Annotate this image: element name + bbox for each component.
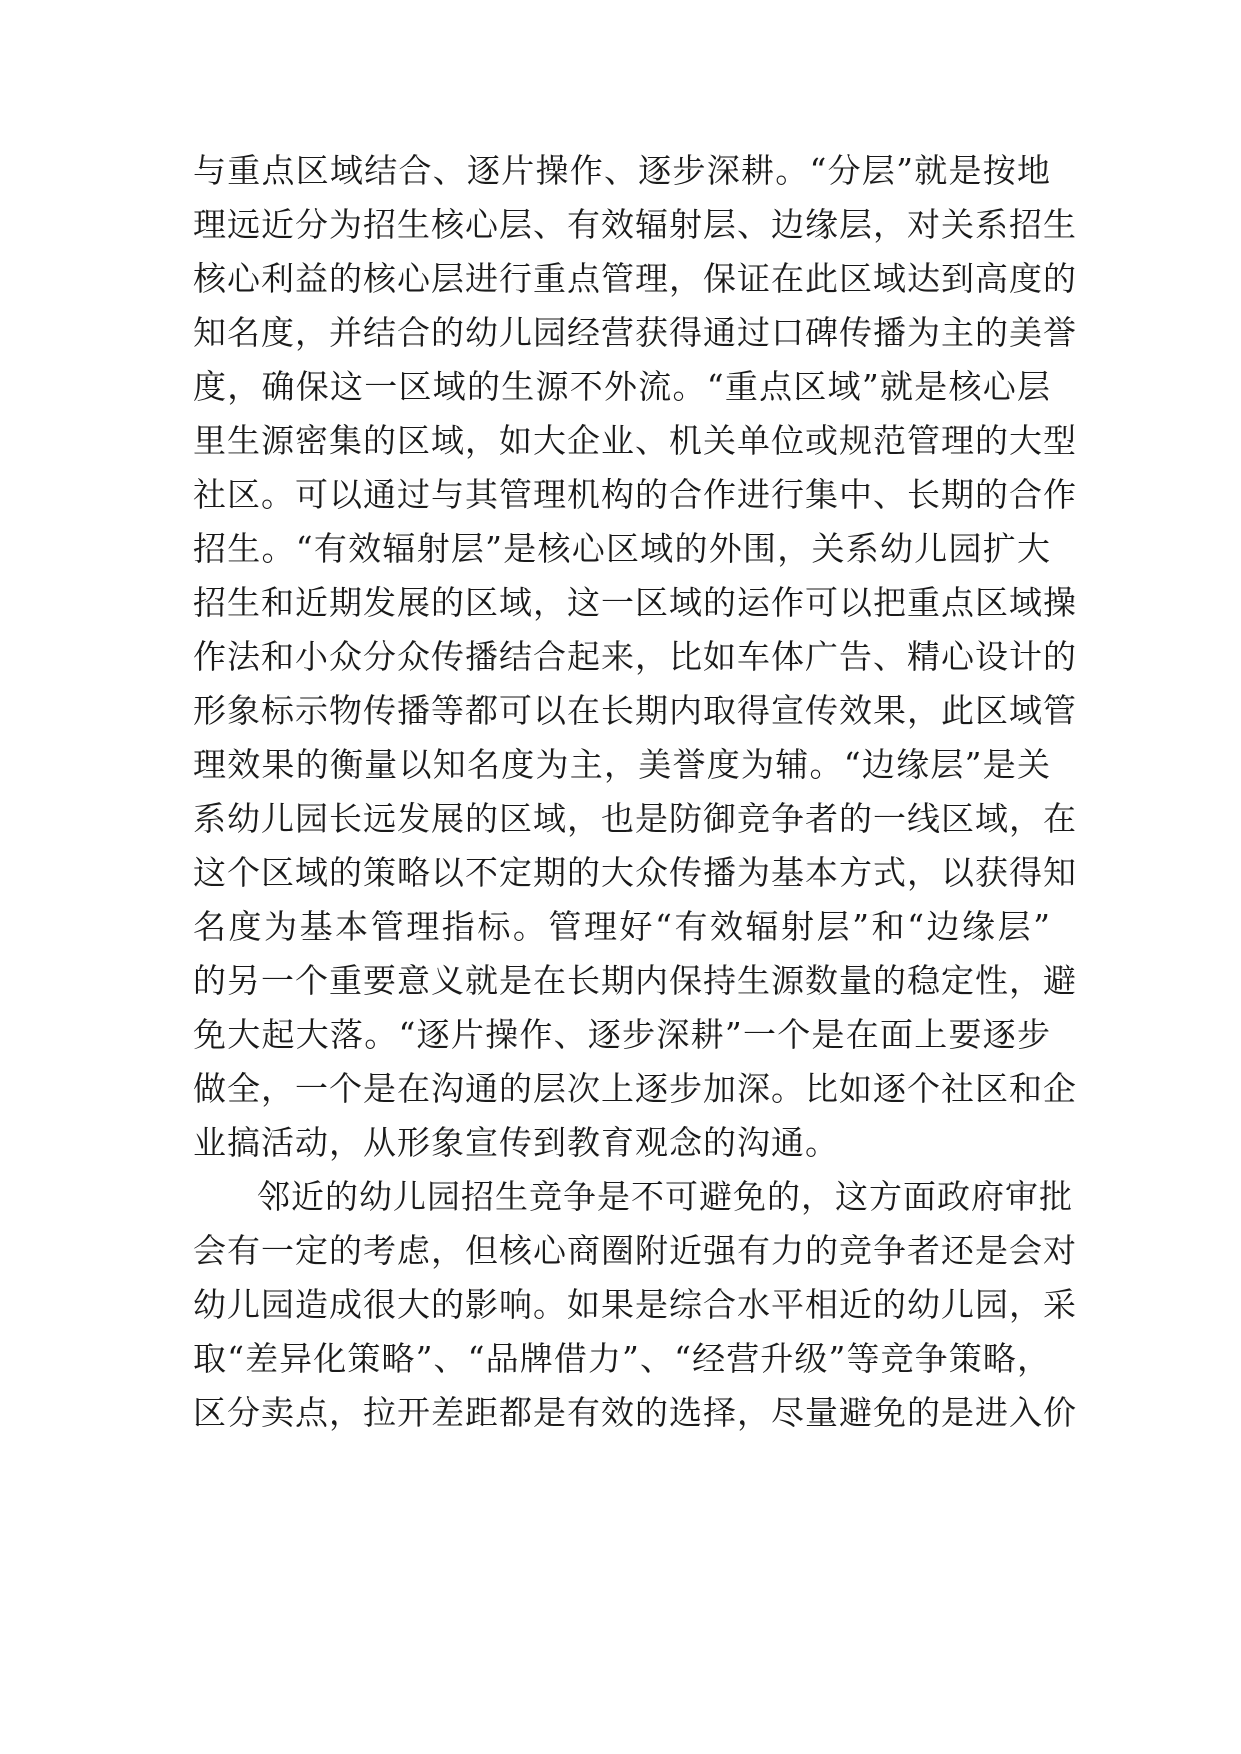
paragraph-1-line: 招生和近期发展的区域，这一区域的运作可以把重点区域操 xyxy=(193,583,1077,622)
paragraph-1-line: 度，确保这一区域的生源不外流。“重点区域”就是核心层 xyxy=(193,367,1051,406)
paragraph-2-line: 区分卖点，拉开差距都是有效的选择，尽量避免的是进入价 xyxy=(193,1393,1077,1432)
paragraph-1-line: 理效果的衡量以知名度为主，美誉度为辅。“边缘层”是关 xyxy=(193,745,1051,784)
paragraph-1-line: 社区。可以通过与其管理机构的合作进行集中、长期的合作 xyxy=(193,475,1077,514)
paragraph-1-line: 业搞活动，从形象宣传到教育观念的沟通。 xyxy=(193,1123,839,1162)
paragraph-1-line: 免大起大落。“逐片操作、逐步深耕”一个是在面上要逐步 xyxy=(193,1015,1051,1054)
paragraph-2-line: 取“差异化策略”、“品牌借力”、“经营升级”等竞争策略， xyxy=(193,1339,1051,1378)
paragraph-1-line: 形象标示物传播等都可以在长期内取得宣传效果，此区域管 xyxy=(193,691,1077,730)
paragraph-2-line: 会有一定的考虑，但核心商圈附近强有力的竞争者还是会对 xyxy=(193,1231,1077,1270)
paragraph-2-line: 邻近的幼儿园招生竞争是不可避免的，这方面政府审批 xyxy=(257,1177,1073,1216)
paragraph-1-line: 知名度，并结合的幼儿园经营获得通过口碑传播为主的美誉 xyxy=(193,313,1077,352)
paragraph-1-line: 里生源密集的区域，如大企业、机关单位或规范管理的大型 xyxy=(193,421,1077,460)
paragraph-1-line: 核心利益的核心层进行重点管理，保证在此区域达到高度的 xyxy=(193,259,1077,298)
paragraph-1-line: 与重点区域结合、逐片操作、逐步深耕。“分层”就是按地 xyxy=(193,151,1051,190)
paragraph-1-line: 系幼儿园长远发展的区域，也是防御竞争者的一线区域，在 xyxy=(193,799,1077,838)
paragraph-1-line: 招生。“有效辐射层”是核心区域的外围，关系幼儿园扩大 xyxy=(193,529,1051,568)
paragraph-1-line: 做全，一个是在沟通的层次上逐步加深。比如逐个社区和企 xyxy=(193,1069,1077,1108)
paragraph-2-line: 幼儿园造成很大的影响。如果是综合水平相近的幼儿园，采 xyxy=(193,1285,1077,1324)
paragraph-1-line: 这个区域的策略以不定期的大众传播为基本方式，以获得知 xyxy=(193,853,1077,892)
paragraph-1-line: 理远近分为招生核心层、有效辐射层、边缘层，对关系招生 xyxy=(193,205,1077,244)
paragraph-1-line: 作法和小众分众传播结合起来，比如车体广告、精心设计的 xyxy=(193,637,1077,676)
paragraph-1-line: 名度为基本管理指标。管理好“有效辐射层”和“边缘层” xyxy=(193,907,1051,946)
paragraph-1-line: 的另一个重要意义就是在长期内保持生源数量的稳定性，避 xyxy=(193,961,1077,1000)
